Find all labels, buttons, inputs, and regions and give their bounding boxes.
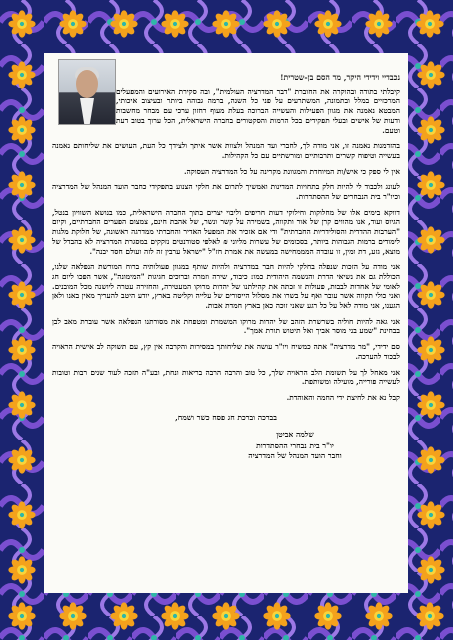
flower-ornament-icon (417, 391, 444, 418)
flower-ornament-icon (8, 226, 35, 253)
flower-ornament-icon (8, 501, 35, 528)
paragraph: קיבלתי בתודה ובהוקרה את החוברת "דבר המדרציה העולמית", ובה סקירת האירועים והמפעלים המרכזיים במלל ובתמונה, המשתרעים על פני כל השנה, ברמה גבוהה ביותר ובעיצוב איכותי, המבטא נאמנה את מגוון הפעילות והעשייה הברוכה בעלת מעוף רחזון ערכי עם מבחר מחשבות ודעות של אישים ובעלי תפקידים בכל הרמות והסקטורים בחברה הישראלית, הכל ערוך בטוב דעת וטעם. (116, 86, 400, 135)
flower-ornament-icon (212, 602, 239, 629)
portrait-image (58, 59, 116, 125)
flower-ornament-icon (8, 446, 35, 473)
paragraph: סם ידידי, "מר מדרציה" אתה כמשיח ויו"ר עושה את שליחותך במסירות והקרבה אין קץ, עם תשוקה לב אישית הראויה לבכוד להערכה. (52, 342, 400, 361)
flower-ornament-icon (8, 602, 35, 629)
paragraph: דווקא בימים אלו של מחלוקות וחילוקי דעות חריפים וליבוי יצרים בתוך החברה הישראלית, כמו בנושא השוויון בנטל, הגיוס ועוד, אנו מהווים קרן של אור ותקווה, בשמירה על קשר ונשר, של אהבת חינם, צמצום הפערים החברתיים, וקיום "הערבות ההדדית והסולידריות החברתית" ודי אם אזכיר את המפעל האדיר והחברתי ממדרגה ראשונה, של חלוקת מלגות לימודים ברמות הגבוהות ביותר, בסכומים של עשרות מליוני ₪ לאלפי סטודנטים נזקקים במסגרת המדרציה לא בהבדל של מוצא, גזע, דת ומין, זו עובדה המממחישה במעשה את אמרת חז"ל "ישראל ערבין זה לזה ועולם חסד יבנה". (52, 207, 400, 256)
flower-ornament-icon (314, 602, 341, 629)
signature-block (220, 430, 370, 462)
flower-ornament-icon (263, 602, 290, 629)
flower-ornament-icon (8, 391, 35, 418)
flower-ornament-icon (417, 281, 444, 308)
flower-ornament-icon (416, 602, 443, 629)
signer-name: שלמה אביטן (276, 430, 314, 440)
flower-ornament-icon (8, 336, 35, 363)
flower-ornament-icon (59, 10, 86, 37)
flower-ornament-icon (263, 10, 290, 37)
letter-body (44, 53, 408, 593)
flower-ornament-icon (8, 171, 35, 198)
flower-ornament-icon (212, 10, 239, 37)
flower-ornament-icon (417, 116, 444, 143)
paragraph: לעונג ולכבוד לי להיות חלק בתחויות המדינות ואמשיך לתרום את חלקי הצנוע בתפקידי כחבר הועד המנהל של המדרציה וכיו"ר בית הנבחרים של ההסתדרות. (52, 182, 400, 202)
paragraph: אני מודה על הזכות שנפלה בחלקי להיות חבר במדרציה ולהיות שותף במגוון פעולותיה ברוח המורשת הנפלאה שלנו, הכוללת גם את נשיאי הדרת והנשמה היהודית כמו: כיבוד, שירה וזמרה וברוכים חגיגות "המימונה", אשר הפכו ליום חג לאומי של אחדות לבבות, פעולות זו זכתה את קהילתנו של יהדות מרוקו המעטירה, והחזירה עטרה ליושנה מכל המובנים. ואני כולי תקווה אשר עובר ואף על בשרו את מסלול הייסורים של עלייה וקליטה בארץ, יודע היטב להעריך מאין באנו ולאן הגענו, אני מודה לאל על כל רגע שאני זוכה כאן בארץ חמדת אבות. (52, 262, 400, 311)
paragraph: קבל נא את לחיצת ידי החמה והאוהדת. (286, 392, 400, 402)
paragraph: אני מאחל לך על תשומת הלב הראויה שלך, כל טוב והרבה הרבה בריאות ונחת, ובע"ה תזכה לעוד שנים רבות וטובות לעשייה פורייה, מועילה ומשותפת. (52, 367, 400, 387)
flower-ornament-icon (417, 61, 444, 88)
paragraph: אני גאה להיות חוליה בשרשרת הזהב של יהדות מרוקו המשמרת ומטפחת את מסורתנו הנפלאה אשר עוברת מאב לבן בבחינת "שמע בני מוסר אביך ואל תיטוש תורת אמך". (52, 316, 400, 336)
signer-title: וחבר הועד המנהל של המדרציה (248, 451, 342, 461)
signer-title: יו"ר בית נבחרי ההסתדרות (256, 440, 334, 450)
flower-ornament-icon (365, 10, 392, 37)
flower-ornament-icon (110, 10, 137, 37)
flower-ornament-icon (417, 336, 444, 363)
flower-ornament-icon (8, 556, 35, 583)
flower-ornament-icon (110, 602, 137, 629)
letter-blessing: בברכה וברכת חג פסח כשר ושמח, (175, 412, 277, 422)
flower-ornament-icon (416, 10, 443, 37)
flower-ornament-icon (365, 602, 392, 629)
paragraph: אין לי ספק כי איש/ות המיוחדת והמגוונת מקרינה על כל המדרציה העסוקה. (183, 166, 400, 176)
flower-ornament-icon (417, 446, 444, 473)
flower-ornament-icon (417, 226, 444, 253)
flower-ornament-icon (8, 10, 35, 37)
paragraph: בהזדמנות נאמנה זו, אני מודה לך, לחברי ועד המנהל ולצוות אשר איתך ולצידך כל העת, העושים את שליחותם נאמנה בעשייה וטיפוח קשרים ותרבותיים ומורשתיים עם כל הקהילות. (52, 141, 400, 160)
flower-ornament-icon (161, 10, 188, 37)
flower-ornament-icon (417, 556, 444, 583)
flower-ornament-icon (161, 602, 188, 629)
flower-ornament-icon (8, 116, 35, 143)
flower-ornament-icon (314, 10, 341, 37)
letter-salutation: נכבדיי וידידי היקר, מר הסם בן-שטרית! (280, 73, 400, 82)
flower-ornament-icon (417, 501, 444, 528)
flower-ornament-icon (8, 61, 35, 88)
flower-ornament-icon (59, 602, 86, 629)
flower-ornament-icon (8, 281, 35, 308)
flower-ornament-icon (417, 171, 444, 198)
